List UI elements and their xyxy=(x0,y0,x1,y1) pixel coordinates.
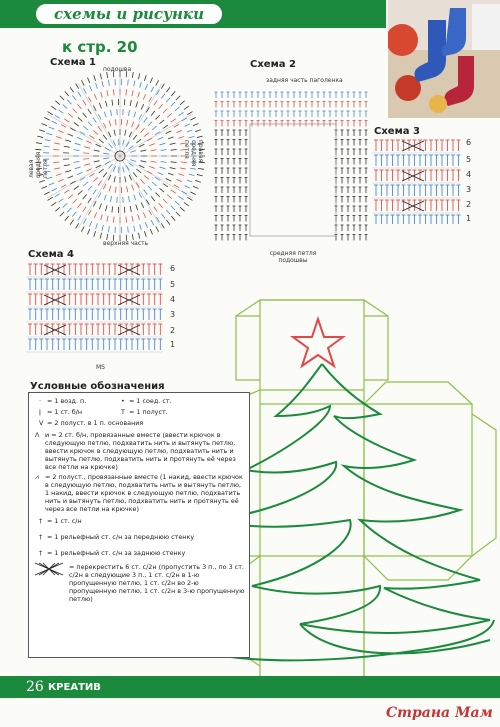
cross-stitch-icon xyxy=(33,561,65,577)
scheme4-ms-label: MS xyxy=(96,364,105,371)
legend-title: Условные обозначения xyxy=(30,381,165,392)
hdc-dec-icon: ⩘ xyxy=(35,473,39,481)
legend-chain: = 1 возд. п. xyxy=(47,397,87,405)
scheme3-title: Схема 3 xyxy=(374,126,420,137)
tree-star-icon xyxy=(293,319,343,366)
scheme1-top-label: подошва xyxy=(103,66,132,73)
legend-fpdc: = 1 рельефный ст. с/н за переднюю стенку xyxy=(47,533,195,541)
dc-icon: † xyxy=(39,517,43,525)
fpdc-icon: † xyxy=(39,533,43,541)
legend-sc: = 1 ст. б/н xyxy=(47,408,83,416)
legend-hdc: = 1 полуст. xyxy=(129,408,168,416)
hdc-inc-icon: V xyxy=(39,419,44,427)
scheme3-row-5: 5 xyxy=(466,155,472,164)
magazine-name: КРЕАТИВ xyxy=(48,682,101,693)
scheme2-top-label: задняя часть паголенка xyxy=(266,77,343,84)
watermark-logo: Страна Мам xyxy=(386,705,493,721)
legend-slip: = 1 соед. ст. xyxy=(129,397,172,405)
legend-bpdc: = 1 рельефный ст. с/н за заднюю стенку xyxy=(47,549,186,557)
slip-stitch-icon: • xyxy=(121,397,125,405)
scheme4-title: Схема 4 xyxy=(28,249,74,260)
scheme1-title: Схема 1 xyxy=(50,57,96,68)
scheme1-bottom-label: верхняя часть xyxy=(103,240,149,247)
scheme3-row-6: 6 xyxy=(466,138,472,147)
scheme2-bottom-label: средняя петля подошвы xyxy=(269,250,317,264)
section-title: схемы и рисунки xyxy=(54,5,204,23)
scheme4-row-1: 1 xyxy=(170,340,176,349)
scheme4-row-6: 6 xyxy=(170,264,176,273)
sc-dec-icon: Λ xyxy=(35,431,40,439)
legend-sc-dec: и = 2 ст. б/н, провязанные вместе (ввести крючок в следующую петлю, подхватить нить и вытянуть петлю, ввести крючок в следующую петлю, подхватить нить и вытянуть петлю, подхватить нить и протянуть её через все петли на крючке) xyxy=(45,431,236,471)
page-reference: к стр. 20 xyxy=(62,38,138,56)
scheme1-right-label: правая средняя петля xyxy=(183,140,204,167)
scheme3-row-1: 1 xyxy=(466,214,472,223)
scheme4-row-3: 3 xyxy=(170,310,176,319)
legend-box xyxy=(28,392,250,658)
sc-icon: ǀ xyxy=(39,408,41,416)
scheme3-row-2: 2 xyxy=(466,200,472,209)
scheme2-title: Схема 2 xyxy=(250,59,296,70)
scheme4-row-4: 4 xyxy=(170,295,176,304)
bpdc-icon: † xyxy=(39,549,43,557)
scheme4-row-2: 2 xyxy=(170,326,176,335)
legend-hdc-dec: = 2 полуст., провязанные вместе (1 накид, ввести крючок в следующую петлю, подхватить нить и вытянуть петлю, 1 накид, ввести крючок в следующую петлю, подхватить нить и вытянуть петлю, подхватить нить и протянуть её через все петли на крючке) xyxy=(45,473,243,513)
legend-cross: = перекрестить 6 ст. с/2н (пропустить 3 п., по 3 ст. с/2н в следующие 3 п., 1 ст. с/2н в 1-ю пропущенную петлю, 1 ст. с/2н во 2-ю пропущенную петлю, 1 ст. с/2н в 3-ю пропущенную петлю) xyxy=(69,563,245,603)
scheme3-row-4: 4 xyxy=(466,170,472,179)
legend-hdc-inc: = 2 полуст. в 1 п. основания xyxy=(47,419,144,427)
legend-dc: = 1 ст. с/н xyxy=(47,517,82,525)
page-number: 26 xyxy=(26,679,44,695)
scheme4-row-5: 5 xyxy=(170,280,176,289)
hdc-icon: T xyxy=(121,408,125,416)
scheme1-left-label: левая средняя петля xyxy=(28,151,49,178)
scheme3-row-3: 3 xyxy=(466,185,472,194)
chain-icon: · xyxy=(39,397,42,405)
